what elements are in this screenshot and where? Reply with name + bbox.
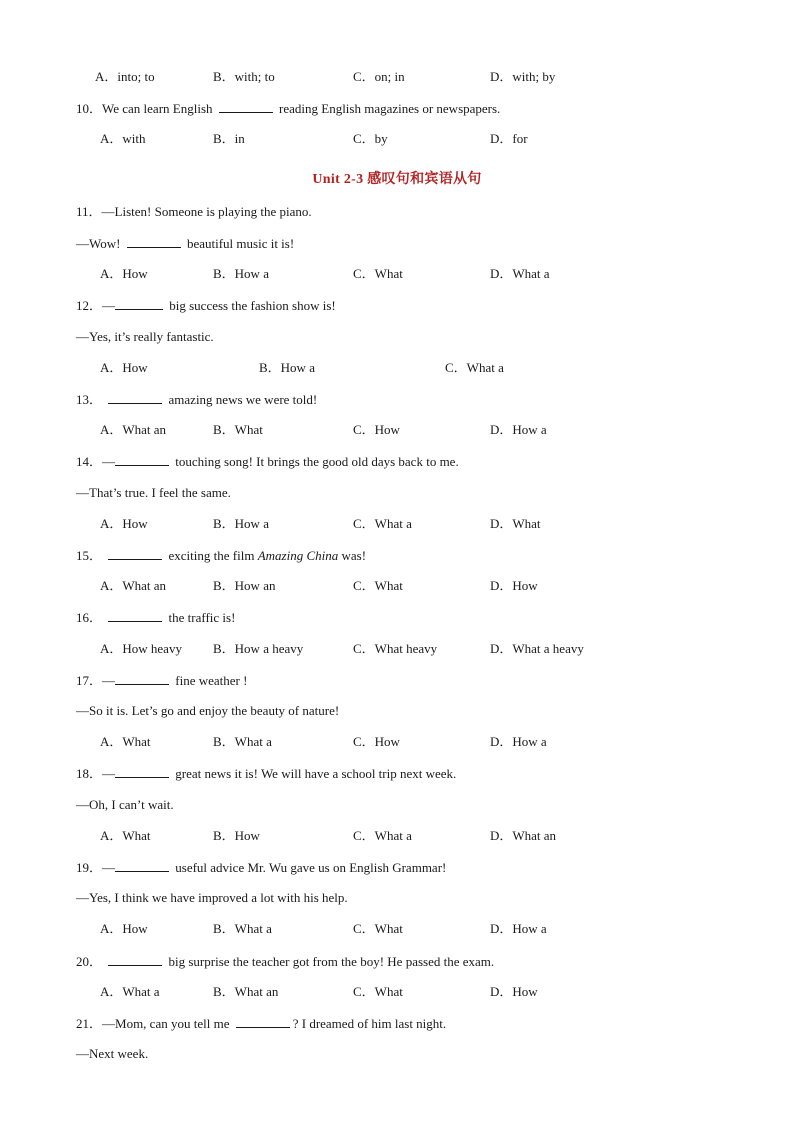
q10-options xyxy=(0,131,794,147)
question-number: 16． xyxy=(76,610,103,625)
option-c[interactable]: C．How xyxy=(353,734,400,749)
answer-blank[interactable] xyxy=(219,100,273,113)
option-b[interactable]: B．What a xyxy=(213,921,272,936)
answer-blank[interactable] xyxy=(115,765,169,778)
section-title: Unit 2-3 感叹句和宾语从句 xyxy=(312,172,482,187)
option-c[interactable]: C．What a xyxy=(353,828,412,843)
question-12-line2: —Yes, it’s really fantastic. xyxy=(76,329,214,344)
option-a[interactable]: A．with xyxy=(100,131,146,146)
q18-options xyxy=(0,828,794,844)
option-b[interactable]: B．with; to xyxy=(213,69,275,84)
question-text: — xyxy=(102,298,116,313)
question-14-line2: —That’s true. I feel the same. xyxy=(76,485,231,500)
question-text: useful advice Mr. Wu gave us on English Grammar! xyxy=(175,860,447,875)
option-d[interactable]: D．What a xyxy=(490,266,550,281)
option-b[interactable]: B．How an xyxy=(213,578,276,593)
question-text: great news it is! We will have a school trip next week. xyxy=(175,766,457,781)
option-b[interactable]: B．What xyxy=(213,422,263,437)
option-d[interactable]: D．for xyxy=(490,131,528,146)
question-number: 13． xyxy=(76,392,103,407)
answer-blank[interactable] xyxy=(108,547,162,560)
question-text: exciting the film xyxy=(168,548,255,563)
question-number: 17． xyxy=(76,673,103,688)
question-19 xyxy=(76,859,446,876)
question-13 xyxy=(76,391,317,408)
option-b[interactable]: B．What a xyxy=(213,734,272,749)
option-c[interactable]: C．on; in xyxy=(353,69,405,84)
q17-options xyxy=(0,734,794,750)
question-18 xyxy=(76,765,456,782)
option-c[interactable]: C．by xyxy=(353,131,388,146)
option-d[interactable]: D．with; by xyxy=(490,69,556,84)
option-d[interactable]: D．How xyxy=(490,984,538,999)
question-18-line2: —Oh, I can’t wait. xyxy=(76,797,174,812)
question-21-line2: —Next week. xyxy=(76,1046,149,1061)
question-text: —Mom, can you tell me xyxy=(102,1016,230,1031)
question-text: big surprise the teacher got from the boy! He passed the exam. xyxy=(168,954,495,969)
q14-options xyxy=(0,516,794,532)
option-a[interactable]: A．into; to xyxy=(95,69,155,84)
question-text: — xyxy=(102,673,116,688)
option-c[interactable]: C．What xyxy=(353,266,403,281)
option-d[interactable]: D．What an xyxy=(490,828,557,843)
question-21 xyxy=(76,1015,446,1032)
option-a[interactable]: A．How xyxy=(100,266,148,281)
question-text: — xyxy=(102,454,116,469)
answer-blank[interactable] xyxy=(127,235,181,248)
question-11 xyxy=(76,204,312,220)
answer-blank[interactable] xyxy=(115,453,169,466)
q15-options xyxy=(0,578,794,594)
option-d[interactable]: D．How a xyxy=(490,921,547,936)
question-15 xyxy=(76,547,366,564)
option-c[interactable]: C．What xyxy=(353,984,403,999)
answer-blank[interactable] xyxy=(108,953,162,966)
question-16 xyxy=(76,609,235,626)
question-12 xyxy=(76,297,336,314)
question-number: 21． xyxy=(76,1016,103,1031)
option-c[interactable]: C．What xyxy=(353,578,403,593)
question-text: beautiful music it is! xyxy=(186,236,295,251)
option-b[interactable]: B．in xyxy=(213,131,245,146)
option-a[interactable]: A．What an xyxy=(100,578,167,593)
question-text: touching song! It brings the good old days back to me. xyxy=(175,454,459,469)
option-b[interactable]: B．How a heavy xyxy=(213,641,304,656)
option-a[interactable]: A．How xyxy=(100,921,148,936)
question-text: —Wow! xyxy=(76,236,121,251)
question-number: 20． xyxy=(76,954,103,969)
q13-options xyxy=(0,422,794,438)
question-number: 14． xyxy=(76,454,103,469)
option-a[interactable]: A．What an xyxy=(100,422,167,437)
answer-blank[interactable] xyxy=(108,391,162,404)
film-title: Amazing China xyxy=(257,548,339,563)
option-a[interactable]: A．How xyxy=(100,516,148,531)
question-text: — xyxy=(102,860,116,875)
answer-blank[interactable] xyxy=(115,672,169,685)
question-number: 12． xyxy=(76,298,103,313)
option-a[interactable]: A．What xyxy=(100,828,151,843)
question-11-line2 xyxy=(76,235,294,252)
question-number: 19． xyxy=(76,860,103,875)
question-10 xyxy=(76,100,500,117)
option-b[interactable]: B．How a xyxy=(213,266,269,281)
question-19-line2: —Yes, I think we have improved a lot with his help. xyxy=(76,890,348,905)
answer-blank[interactable] xyxy=(108,609,162,622)
q9-options xyxy=(0,69,794,85)
question-17 xyxy=(76,672,247,689)
question-text: was! xyxy=(341,548,367,563)
q12-options xyxy=(0,360,794,376)
option-b[interactable]: B．How a xyxy=(259,360,315,375)
question-text: amazing news we were told! xyxy=(168,392,318,407)
option-c[interactable]: C．How xyxy=(353,422,400,437)
q19-options xyxy=(0,921,794,937)
option-d[interactable]: D．What a heavy xyxy=(490,641,584,656)
option-a[interactable]: A．What xyxy=(100,734,151,749)
question-17-line2: —So it is. Let’s go and enjoy the beauty of nature! xyxy=(76,703,340,718)
answer-blank[interactable] xyxy=(236,1015,290,1028)
option-a[interactable]: A．How xyxy=(100,360,148,375)
question-20 xyxy=(76,953,494,970)
question-14 xyxy=(76,453,459,470)
option-d[interactable]: D．What xyxy=(490,516,541,531)
question-text: — xyxy=(102,766,116,781)
question-number: 11． xyxy=(76,204,102,219)
question-number: 10． xyxy=(76,101,103,116)
option-c[interactable]: C．What a xyxy=(445,360,504,375)
option-c[interactable]: C．What xyxy=(353,921,403,936)
option-b[interactable]: B．How a xyxy=(213,516,269,531)
answer-blank[interactable] xyxy=(115,297,163,310)
q16-options xyxy=(0,641,794,657)
option-a[interactable]: A．How heavy xyxy=(100,641,182,656)
question-text: the traffic is! xyxy=(168,610,236,625)
question-number: 15． xyxy=(76,548,103,563)
question-text: ? I dreamed of him last night. xyxy=(292,1016,447,1031)
option-b[interactable]: B．What an xyxy=(213,984,279,999)
option-c[interactable]: C．What heavy xyxy=(353,641,438,656)
answer-blank[interactable] xyxy=(115,859,169,872)
question-text: —Listen! Someone is playing the piano. xyxy=(101,204,312,219)
question-text: big success the fashion show is! xyxy=(169,298,336,313)
option-d[interactable]: D．How xyxy=(490,578,538,593)
q11-options xyxy=(0,266,794,282)
question-text: We can learn English xyxy=(102,101,213,116)
question-number: 18． xyxy=(76,766,103,781)
option-d[interactable]: D．How a xyxy=(490,422,547,437)
option-a[interactable]: A．What a xyxy=(100,984,160,999)
q20-options xyxy=(0,984,794,1000)
option-c[interactable]: C．What a xyxy=(353,516,412,531)
option-d[interactable]: D．How a xyxy=(490,734,547,749)
question-text: reading English magazines or newspapers. xyxy=(279,101,501,116)
option-b[interactable]: B．How xyxy=(213,828,260,843)
question-text: fine weather ! xyxy=(175,673,248,688)
